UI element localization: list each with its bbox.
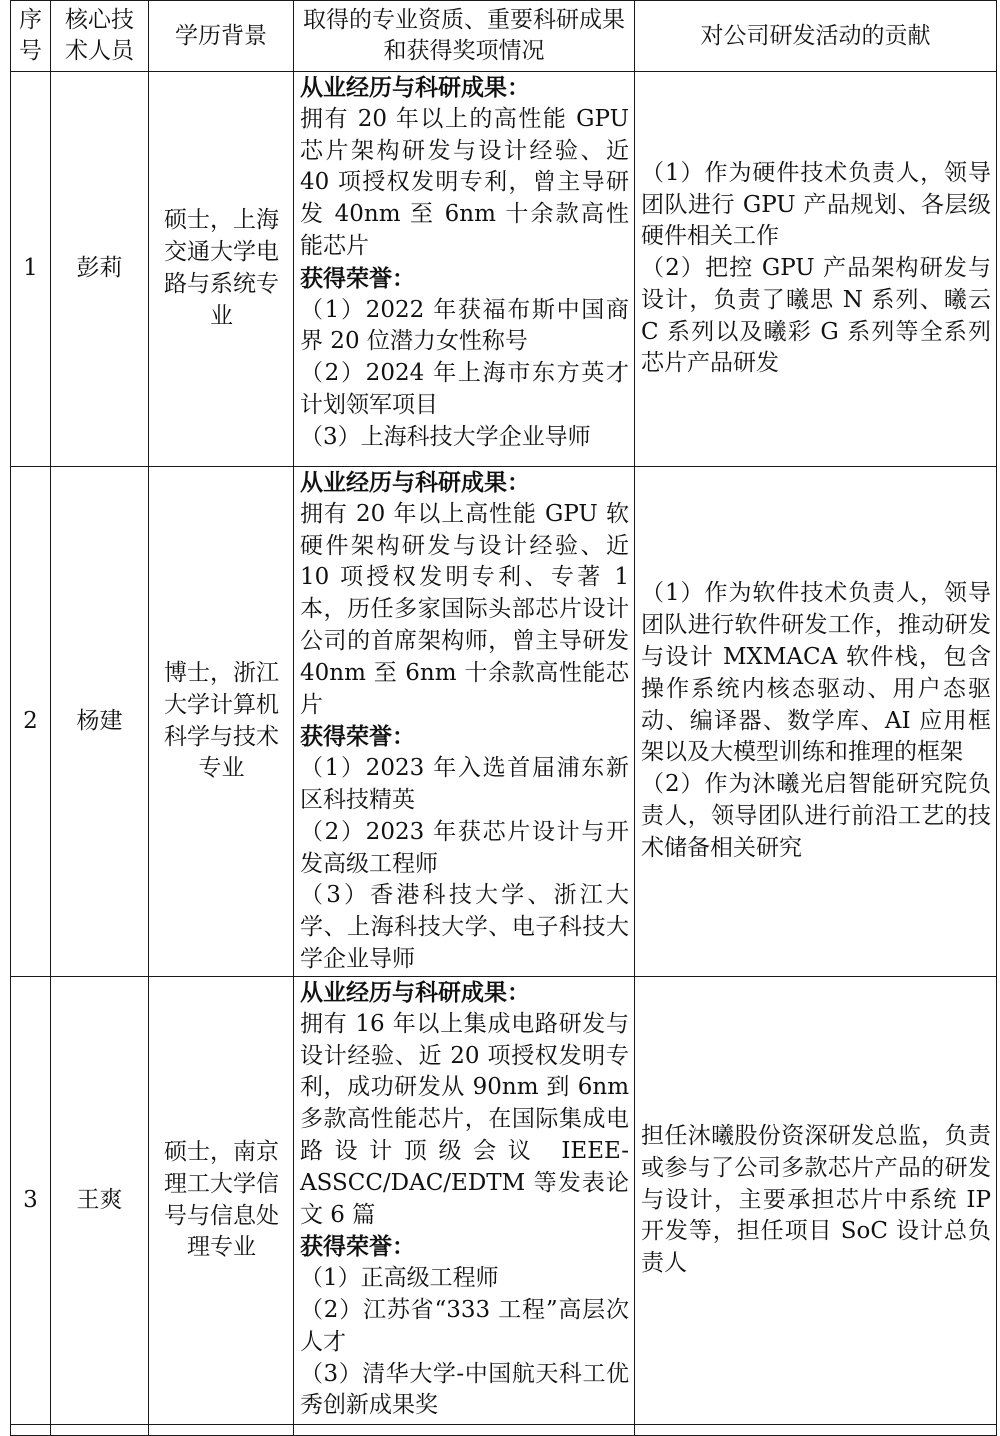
- contribution-item: （1）作为软件技术负责人，领导团队进行软件研发工作，推动研发与设计 MXMACA 软件栈，包含操作系统内核态驱动、用户态驱动、编译器、数学库、AI 应用框架以及大模型训练和推理的框架: [641, 580, 991, 766]
- row-contribution: [635, 977, 997, 1425]
- honors-heading: 获得荣誉：: [300, 264, 415, 292]
- header-education: 学历背景: [149, 1, 294, 72]
- row-contribution: [635, 72, 997, 467]
- row-achievements: [294, 467, 635, 977]
- row-education: 博士，浙江大学计算机科学与技术专业: [149, 467, 294, 977]
- row-achievements: [294, 1425, 635, 1436]
- honor-item: （3）清华大学-中国航天科工优秀创新成果奖: [300, 1360, 629, 1419]
- contribution-item: 担任沐曦股份资深研发总监，负责或参与了公司多款芯片产品的研发与设计，主要承担芯片中系统 IP 开发等，担任项目 SoC 设计总负责人: [641, 1123, 991, 1277]
- experience-heading: 从业经历与科研成果：: [300, 469, 530, 496]
- table-row: [11, 467, 997, 977]
- row-name: 王爽: [51, 977, 149, 1425]
- honors-heading: 获得荣誉：: [300, 1233, 415, 1261]
- row-no: 1: [11, 72, 51, 467]
- experience-text: 拥有 16 年以上集成电路研发与设计经验、近 20 项授权发明专利，成功研发从 90nm 到 6nm 多款高性能芯片，在国际集成电路设计顶级会议 IEEE-ASSCC/DAC/EDTM 等发表论文 6 篇: [300, 1010, 629, 1228]
- row-name: [51, 1425, 149, 1436]
- row-no: 2: [11, 467, 51, 977]
- row-education: 硕士，上海交通大学电路与系统专业: [149, 72, 294, 467]
- table-row-partial: [11, 1425, 997, 1436]
- experience-heading: 从业经历与科研成果：: [300, 74, 530, 101]
- header-no: 序号: [11, 1, 51, 72]
- row-name: 杨建: [51, 467, 149, 977]
- row-contribution: [635, 1425, 997, 1436]
- honor-item: （2）2023 年获芯片设计与开发高级工程师: [300, 818, 629, 877]
- contribution-item: （2）把控 GPU 产品架构研发与设计，负责了曦思 N 系列、曦云 C 系列以及曦彩 G 系列等全系列芯片产品研发: [641, 255, 991, 377]
- table-row: [11, 977, 997, 1425]
- header-achievements: 取得的专业资质、重要科研成果和获得奖项情况: [294, 1, 635, 72]
- row-achievements: [294, 72, 635, 467]
- header-person: 核心技术人员: [51, 1, 149, 72]
- row-education: [149, 1425, 294, 1436]
- row-no: [11, 1425, 51, 1436]
- row-contribution: [635, 467, 997, 977]
- honor-item: （1）正高级工程师: [300, 1265, 499, 1292]
- honor-item: （1）2022 年获福布斯中国商界 20 位潜力女性称号: [300, 296, 629, 355]
- core-tech-staff-table: [10, 0, 997, 1436]
- honor-item: （1）2023 年入选首届浦东新区科技精英: [300, 755, 629, 813]
- honor-item: （2）2024 年上海市东方英才计划领军项目: [300, 360, 629, 418]
- experience-text: 拥有 20 年以上的高性能 GPU 芯片架构研发与设计经验、近 40 项授权发明专利，曾主导研发 40nm 至 6nm 十余款高性能芯片: [300, 105, 629, 259]
- row-education: 硕士，南京理工大学信号与信息处理专业: [149, 977, 294, 1425]
- experience-heading: 从业经历与科研成果：: [300, 979, 530, 1006]
- contribution-item: （2）作为沐曦光启智能研究院负责人，领导团队进行前沿工艺的技术储备相关研究: [641, 771, 991, 861]
- honor-item: （3）香港科技大学、浙江大学、上海科技大学、电子科技大学企业导师: [300, 882, 629, 972]
- experience-text: 拥有 20 年以上高性能 GPU 软硬件架构研发与设计经验、近 10 项授权发明专利、专著 1 本，历任多家国际头部芯片设计公司的首席架构师，曾主导研发 40nm 至 6nm 十余款高性能芯片: [300, 500, 629, 718]
- honors-heading: 获得荣誉：: [300, 723, 415, 751]
- table-row: [11, 72, 997, 467]
- table-header-row: [11, 1, 997, 72]
- contribution-item: （1）作为硬件技术负责人，领导团队进行 GPU 产品规划、各层级硬件相关工作: [641, 159, 991, 250]
- row-achievements: [294, 977, 635, 1425]
- row-no: 3: [11, 977, 51, 1425]
- honor-item: （3）上海科技大学企业导师: [300, 423, 591, 450]
- header-contribution: 对公司研发活动的贡献: [635, 1, 997, 72]
- honor-item: （2）江苏省“333 工程”高层次人才: [300, 1296, 629, 1355]
- row-name: 彭莉: [51, 72, 149, 467]
